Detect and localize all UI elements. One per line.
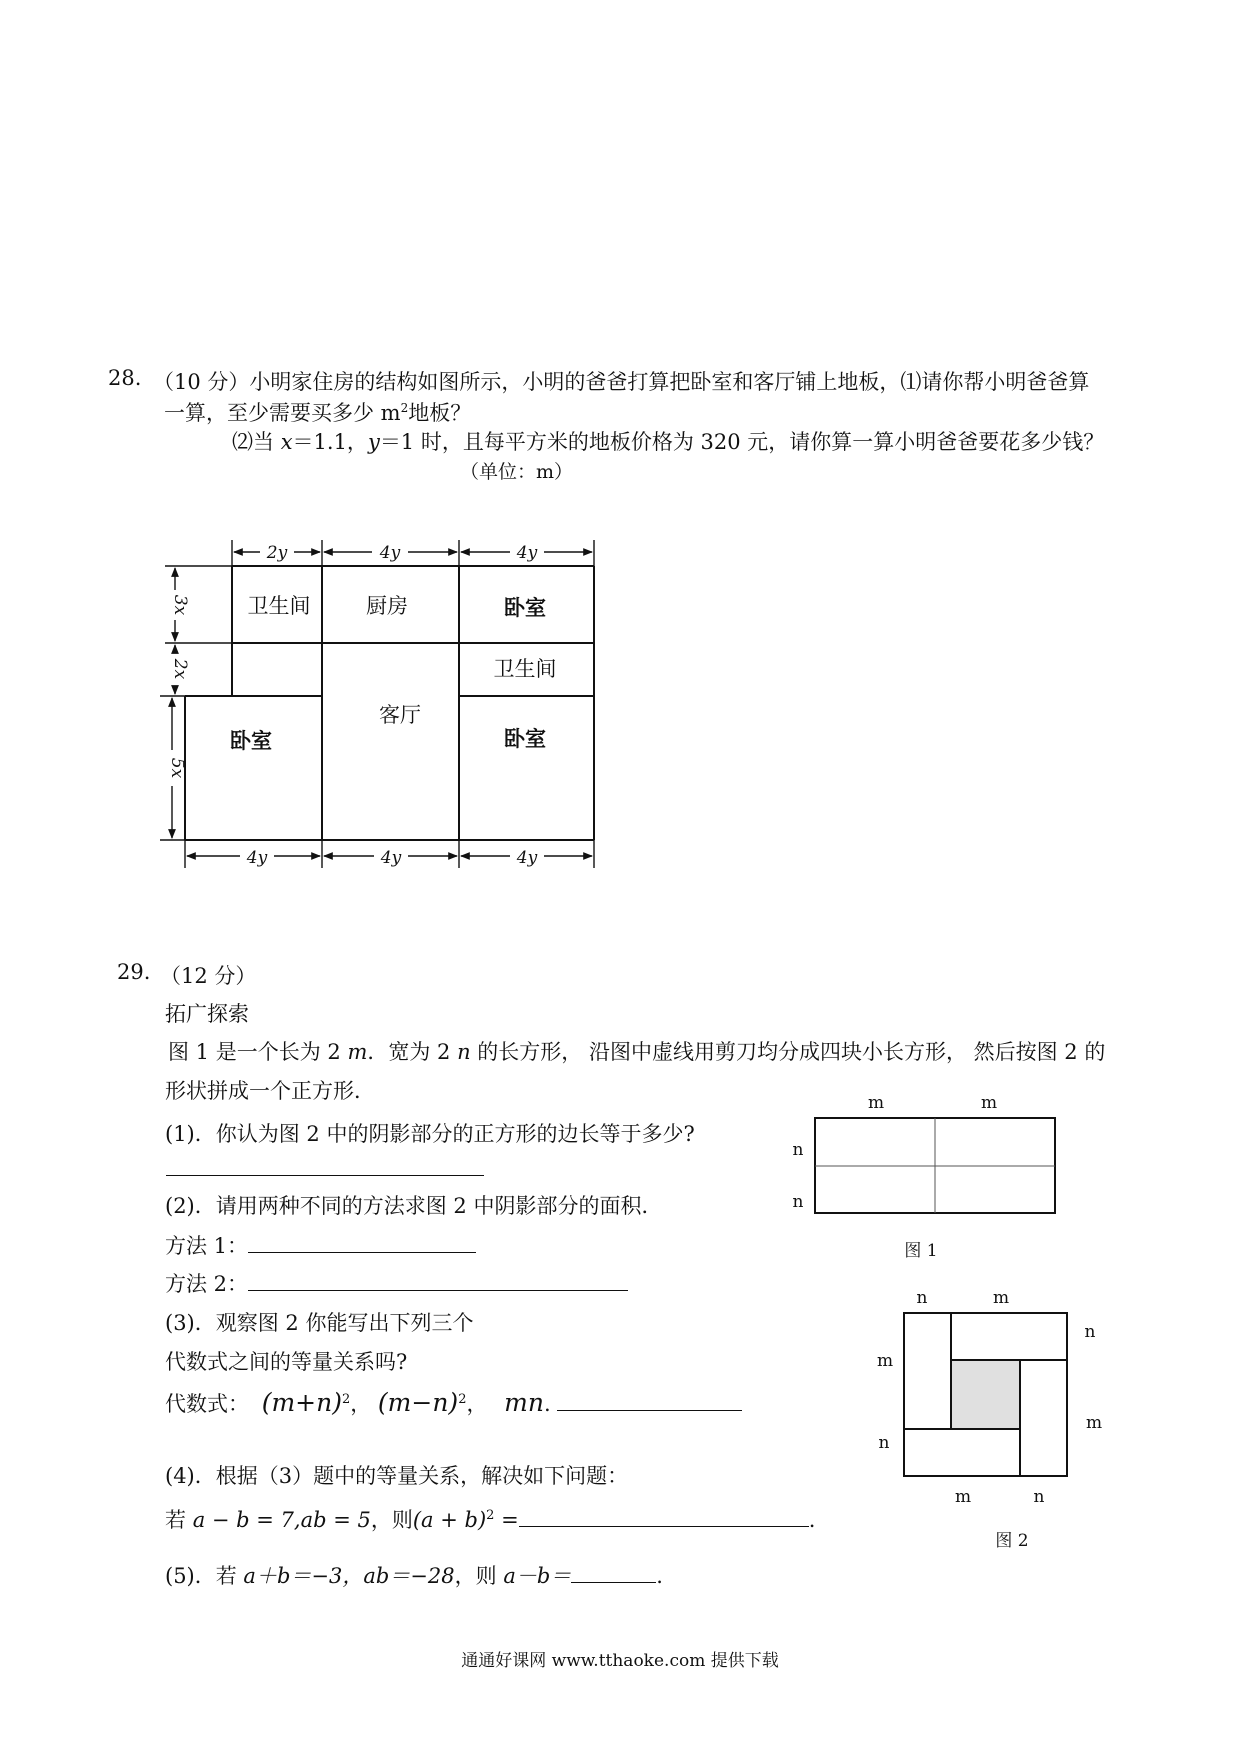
q28-line3c: ＝1 时，且每平方米的地板价格为 320 元，请你算一算小明爸爸要花多少钱？: [379, 430, 1105, 454]
q28-number: 28.: [108, 366, 142, 390]
q29-expr2: (m−n): [377, 1388, 459, 1417]
figure-2-caption: 图 2: [995, 1531, 1029, 1551]
figure-1-top-m-1: m: [867, 1093, 885, 1113]
q29-intro1-n: n: [457, 1040, 471, 1064]
q28-line3a: ⑵当: [232, 430, 281, 454]
q29-intro1c: 的长方形， 沿图中虚线用剪刀均分成四块小长方形， 然后按图 2 的: [470, 1040, 1106, 1064]
figure-2-top-n: n: [916, 1288, 928, 1308]
figure-2-left-m: m: [876, 1351, 894, 1371]
room-bathroom-left: 卫生间: [247, 594, 311, 618]
q29-p5a: (5)．若: [165, 1564, 244, 1588]
figure-2-bottom-n: n: [1033, 1487, 1045, 1507]
figure-2: [877, 1288, 1102, 1551]
room-bedroom-bottom-right: 卧室: [504, 727, 546, 751]
figure-2-bottom-m: m: [954, 1487, 972, 1507]
q29-expr3: mn: [504, 1388, 544, 1417]
q29-part3-line1: (3)．观察图 2 你能写出下列三个: [165, 1311, 474, 1335]
figure-2-left-n: n: [878, 1433, 890, 1453]
q29-p4-end: .: [808, 1508, 816, 1532]
plan-bottom-dim-2: 4y: [380, 848, 402, 868]
q28-score: （10 分）: [153, 370, 250, 394]
q29-p4-if: 若: [165, 1508, 186, 1532]
q28-line3-y: y: [367, 430, 380, 454]
plan-left-dim-1: 3x: [170, 594, 190, 616]
room-kitchen: 厨房: [366, 594, 408, 618]
figure-2-top-m: m: [992, 1288, 1010, 1308]
figure-1-left-n-2: n: [792, 1192, 804, 1212]
q28-line2-sup: 2: [400, 401, 409, 415]
q28-line2b: 地板？: [408, 401, 472, 425]
q29-expr1: (m+n): [261, 1388, 342, 1417]
q28-line1: 小明家住房的结构如图所示，小明的爸爸打算把卧室和客厅铺上地板，⑴请你帮小明爸爸算: [249, 370, 1090, 394]
page-footer: 通通好课网 www.tthaoke.com 提供下载: [461, 1651, 779, 1671]
plan-unit: （单位：m）: [460, 461, 574, 483]
q29-p4-sup: 2: [486, 1508, 495, 1523]
figure-1-top-m-2: m: [980, 1093, 998, 1113]
q28-line3b: ＝1.1，: [292, 430, 368, 454]
q28-line3-x: x: [280, 430, 293, 454]
q29-part1: (1)．你认为图 2 中的阴影部分的正方形的边长等于多少?: [165, 1122, 695, 1146]
plan-left-dim-3: 5x: [167, 757, 187, 779]
q29-method1-label: 方法 1：: [165, 1234, 249, 1258]
q29-part4: (4)．根据（3）题中的等量关系，解决如下问题：: [165, 1464, 629, 1488]
q29-intro1a: 图 1 是一个长为 2: [168, 1040, 348, 1064]
figure-1-left-n-1: n: [792, 1140, 804, 1160]
q29-expr-dot: .: [543, 1392, 551, 1416]
q29-expr-label: 代数式：: [165, 1392, 249, 1416]
q29-expr2-sup: 2: [458, 1392, 467, 1407]
q29-p5-expr: a－b＝: [503, 1564, 572, 1588]
room-bathroom-right: 卫生间: [493, 657, 557, 681]
figure-1: [793, 1093, 1055, 1261]
q29-p5-end: .: [656, 1564, 663, 1588]
figure-1-caption: 图 1: [904, 1241, 938, 1261]
plan-left-dim-2: 2x: [170, 658, 190, 680]
q29-p5-cond: a＋b＝−3，ab＝−28: [243, 1564, 455, 1588]
q28-line2a: 一算，至少需要买多少 m: [164, 401, 401, 425]
plan-top-dim-3: 4y: [516, 543, 538, 563]
q29-p4-cond: a − b = 7,ab = 5: [192, 1508, 371, 1532]
q29-method2-label: 方法 2：: [165, 1272, 249, 1296]
room-bedroom-top-right: 卧室: [504, 596, 546, 620]
q29-heading: 拓广探索: [165, 1002, 249, 1026]
q29-expr1-sup: 2: [341, 1392, 351, 1407]
q29-p4-expr: (a + b): [412, 1508, 487, 1532]
q29-intro1b: ．宽为 2: [367, 1040, 458, 1064]
q29-part3-line2: 代数式之间的等量关系吗?: [165, 1350, 408, 1374]
plan-top-dim-2: 4y: [379, 543, 401, 563]
plan-top-dim-1: 2y: [266, 543, 288, 563]
room-living: 客厅: [379, 703, 421, 727]
q29-p4-eq: =: [494, 1508, 519, 1532]
q29-expr-sep1: ，: [350, 1392, 372, 1416]
q29-intro1-m: m: [347, 1040, 368, 1064]
q29-expr-sep2: ，: [466, 1392, 488, 1416]
plan-bottom-dim-3: 4y: [516, 848, 538, 868]
q29-number: 29.: [117, 960, 151, 984]
q29-part2: (2)．请用两种不同的方法求图 2 中阴影部分的面积．: [165, 1194, 663, 1218]
figure-2-right-m: m: [1085, 1413, 1103, 1433]
q29-score: （12 分）: [160, 964, 257, 988]
plan-bottom-dim-1: 4y: [246, 848, 268, 868]
figure-2-right-n: n: [1084, 1322, 1096, 1342]
q29-p5-then: ，则: [454, 1564, 504, 1588]
q29-p4-then: ，则: [370, 1508, 413, 1532]
figure-2-shaded-square: [951, 1360, 1020, 1429]
room-bedroom-bottom-left: 卧室: [230, 729, 272, 753]
q29-intro-line2: 形状拼成一个正方形．: [165, 1079, 375, 1103]
